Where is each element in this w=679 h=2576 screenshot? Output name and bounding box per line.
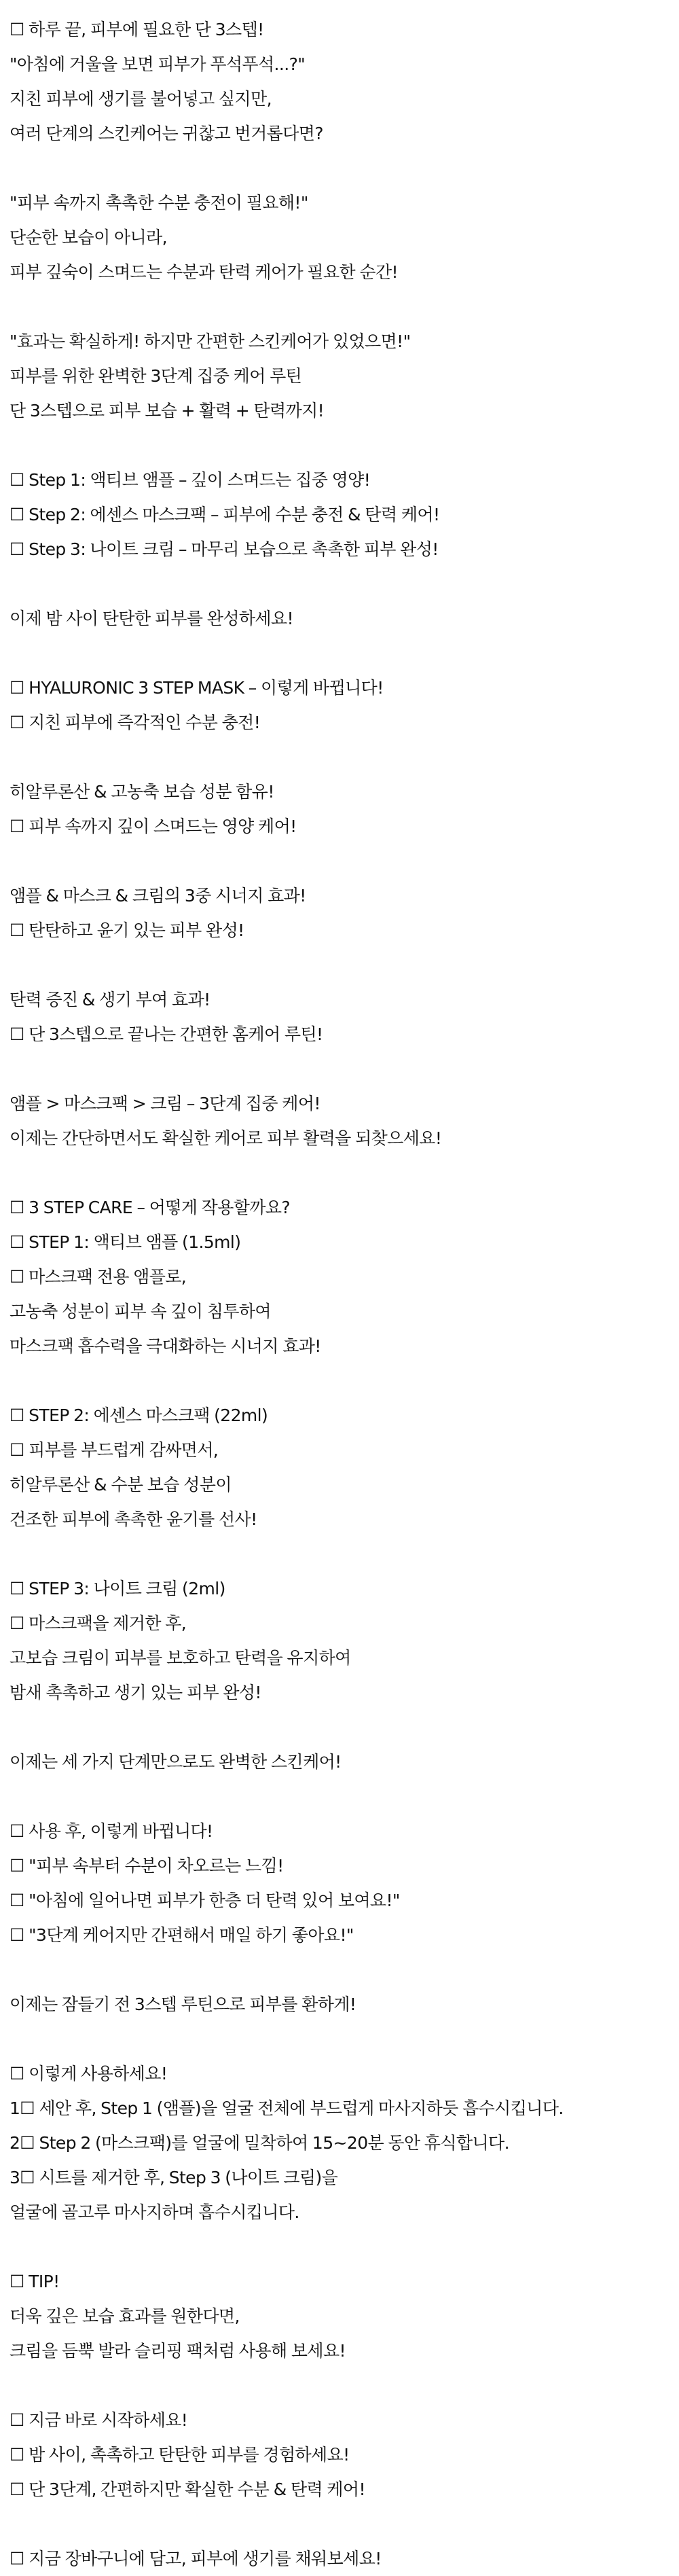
text-line: ☐ 하루 끝, 피부에 필요한 단 3스텝! [10, 20, 264, 39]
intro-section [10, 12, 679, 151]
text-line: 단순한 보습이 아니라, [10, 228, 167, 247]
hyaluronic-section [10, 774, 679, 844]
bedtime-section [10, 1987, 679, 2022]
paragraph-gap [10, 636, 679, 670]
text-line: 크림을 듬뿍 발라 슬리핑 팩처럼 사용해 보세요! [10, 2341, 346, 2361]
text-line: ☐ 마스크팩 전용 앰플로, [10, 1267, 187, 1287]
step1-section [10, 1190, 679, 1363]
text-line: ☐ STEP 3: 나이트 크림 (2ml) [10, 1579, 225, 1598]
text-line: 2☐ Step 2 (마스크팩)를 얼굴에 밀착하여 15~20분 동안 휴식합니다. [10, 2133, 509, 2153]
text-line: ☐ 지금 장바구니에 담고, 피부에 생기를 채워보세요! [10, 2549, 382, 2569]
step3-section [10, 1571, 679, 1710]
text-line: 피부를 위한 완벽한 3단계 집중 케어 루틴 [10, 366, 302, 386]
paragraph-gap [10, 2022, 679, 2056]
text-line: 피부 깊숙이 스며드는 수분과 탄력 케어가 필요한 순간! [10, 262, 398, 282]
text-line: 단 3스텝으로 피부 보습 + 활력 + 탄력까지! [10, 401, 325, 421]
text-line: ☐ 이렇게 사용하세요! [10, 2064, 168, 2083]
text-line: 탄력 증진 & 생기 부여 효과! [10, 990, 210, 1009]
text-line: ☐ 사용 후, 이렇게 바뀝니다! [10, 1821, 213, 1841]
paragraph-gap [10, 948, 679, 982]
text-line: ☐ 피부 속까지 깊이 스며드는 영양 케어! [10, 817, 297, 836]
complete-care-section [10, 1745, 679, 1779]
text-line: ☐ TIP! [10, 2272, 60, 2291]
paragraph-gap [10, 1779, 679, 1814]
paragraph-gap [10, 289, 679, 324]
tip-section [10, 2264, 679, 2368]
text-line: 얼굴에 골고루 마사지하며 흡수시킵니다. [10, 2202, 299, 2222]
paragraph-gap [10, 740, 679, 774]
text-line: 이제는 간단하면서도 확실한 케어로 피부 활력을 되찾으세요! [10, 1128, 442, 1148]
routine-intro-section [10, 324, 679, 428]
text-line: ☐ "3단계 케어지만 간편해서 매일 하기 좋아요!" [10, 1925, 354, 1945]
paragraph-gap [10, 1952, 679, 1987]
paragraph-gap [10, 844, 679, 878]
text-line: ☐ Step 2: 에센스 마스크팩 – 피부에 수분 충전 & 탄력 케어! [10, 505, 440, 524]
text-line: 히알루론산 & 고농축 보습 성분 함유! [10, 782, 274, 802]
steps-summary-section [10, 463, 679, 567]
text-line: 이제 밤 사이 탄탄한 피부를 완성하세요! [10, 609, 293, 628]
text-line: "피부 속까지 촉촉한 수분 충전이 필요해!" [10, 193, 308, 213]
text-line: ☐ 피부를 부드럽게 감싸면서, [10, 1440, 219, 1460]
paragraph-gap [10, 567, 679, 601]
synergy-section [10, 878, 679, 948]
text-line: 1☐ 세안 후, Step 1 (앰플)을 얼굴 전체에 부드럽게 마사지하듯 흡수시킵니다. [10, 2098, 564, 2118]
text-line: ☐ 마스크팩을 제거한 후, [10, 1613, 187, 1633]
text-line: 히알루론산 & 수분 보습 성분이 [10, 1475, 232, 1495]
text-line: 3☐ 시트를 제거한 후, Step 3 (나이트 크림)을 [10, 2168, 338, 2187]
text-line: ☐ Step 1: 액티브 앰플 – 깊이 스며드는 집중 영양! [10, 470, 371, 490]
text-line: "아침에 거울을 보면 피부가 푸석푸석...?" [10, 54, 306, 74]
text-line: ☐ 탄탄하고 윤기 있는 피부 완성! [10, 920, 244, 940]
changes-section [10, 670, 679, 740]
text-line: ☐ Step 3: 나이트 크림 – 마무리 보습으로 촉촉한 피부 완성! [10, 539, 439, 559]
text-line: 앰플 > 마스크팩 > 크림 – 3단계 집중 케어! [10, 1094, 320, 1113]
paragraph-gap [10, 1363, 679, 1398]
paragraph-gap [10, 428, 679, 463]
text-line: 더욱 깊은 보습 효과를 원한다면, [10, 2306, 240, 2326]
text-line: ☐ HYALURONIC 3 STEP MASK – 이렇게 바뀝니다! [10, 678, 384, 698]
overnight-section [10, 601, 679, 636]
paragraph-gap [10, 2507, 679, 2541]
text-line: ☐ "아침에 일어나면 피부가 한층 더 탄력 있어 보여요!" [10, 1891, 400, 1910]
how-to-use-section [10, 2056, 679, 2230]
paragraph-gap [10, 2368, 679, 2403]
text-line: 이제는 잠들기 전 3스텝 루틴으로 피부를 환하게! [10, 1994, 356, 2014]
text-line: ☐ "피부 속부터 수분이 차오르는 느낌! [10, 1856, 284, 1876]
cart-cta-section [10, 2541, 679, 2576]
text-line: ☐ 지금 바로 시작하세요! [10, 2410, 188, 2430]
paragraph-gap [10, 1052, 679, 1086]
text-line: 여러 단계의 스킨케어는 귀찮고 번거롭다면? [10, 124, 323, 143]
paragraph-gap [10, 1537, 679, 1571]
paragraph-gap [10, 1710, 679, 1745]
paragraph-gap [10, 2230, 679, 2264]
need-section [10, 185, 679, 289]
text-line: 앰플 & 마스크 & 크림의 3중 시너지 효과! [10, 886, 306, 906]
text-line: ☐ 단 3단계, 간편하지만 확실한 수분 & 탄력 케어! [10, 2480, 365, 2499]
text-line: 마스크팩 흡수력을 극대화하는 시너지 효과! [10, 1336, 321, 1356]
text-line: ☐ 지친 피부에 즉각적인 수분 충전! [10, 713, 261, 732]
elasticity-section [10, 982, 679, 1052]
text-line: 건조한 피부에 촉촉한 윤기를 선사! [10, 1509, 257, 1529]
text-line: ☐ STEP 2: 에센스 마스크팩 (22ml) [10, 1406, 268, 1425]
text-line: 이제는 세 가지 단계만으로도 완벽한 스킨케어! [10, 1752, 342, 1772]
text-line: 고보습 크림이 피부를 보호하고 탄력을 유지하여 [10, 1648, 351, 1668]
start-now-section [10, 2403, 679, 2507]
text-line: 고농축 성분이 피부 속 깊이 침투하여 [10, 1302, 271, 1321]
paragraph-gap [10, 1156, 679, 1190]
text-line: ☐ 3 STEP CARE – 어떻게 작용할까요? [10, 1198, 291, 1217]
text-line: 밤새 촉촉하고 생기 있는 피부 완성! [10, 1683, 261, 1702]
three-step-care-section [10, 1086, 679, 1156]
step2-section [10, 1398, 679, 1537]
text-line: ☐ 단 3스텝으로 끝나는 간편한 홈케어 루틴! [10, 1024, 323, 1044]
reviews-section [10, 1814, 679, 1952]
text-line: "효과는 확실하게! 하지만 간편한 스킨케어가 있었으면!" [10, 332, 411, 351]
paragraph-gap [10, 151, 679, 185]
text-line: ☐ STEP 1: 액티브 앰플 (1.5ml) [10, 1232, 241, 1252]
text-line: 지친 피부에 생기를 불어넣고 싶지만, [10, 89, 272, 109]
text-line: ☐ 밤 사이, 촉촉하고 탄탄한 피부를 경험하세요! [10, 2445, 350, 2465]
